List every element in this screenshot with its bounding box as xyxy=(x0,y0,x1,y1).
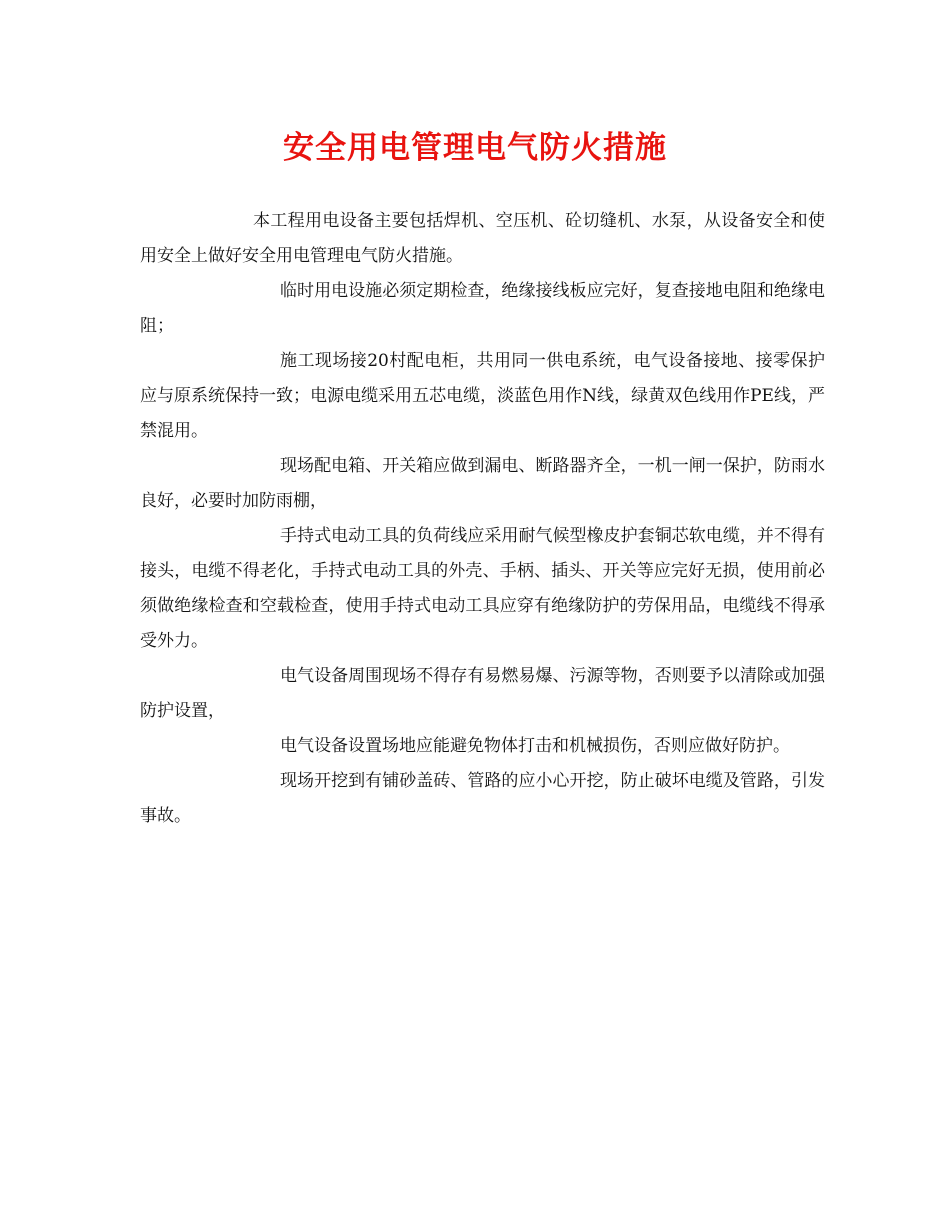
paragraph-handheld-tools: 手持式电动工具的负荷线应采用耐气候型橡皮护套铜芯软电缆，并不得有接头，电缆不得老化，手持式电动工具的外壳、手柄、插头、开关等应完好无损，使用前必须做绝缘检查和空载检查，使用手持式电动工具应穿有绝缘防护的劳保用品，电缆线不得承受外力。 xyxy=(140,526,825,651)
paragraph-excavation: 现场开挖到有铺砂盖砖、管路的应小心开挖，防止破坏电缆及管路，引发事故。 xyxy=(140,771,825,826)
paragraph-power-system: 施工现场接20村配电柜，共用同一供电系统，电气设备接地、接零保护应与原系统保持一致；电源电缆采用五芯电缆，淡蓝色用作N线，绿黄双色线用作PE线，严禁混用。 xyxy=(140,351,825,441)
paragraph-equipment-protection: 电气设备设置场地应能避免物体打击和机械损伤，否则应做好防护。 xyxy=(280,736,790,756)
document-title: 安全用电管理电气防火措施 xyxy=(283,130,667,166)
paragraph-flammables: 电气设备周围现场不得存有易燃易爆、污源等物，否则要予以清除或加强防护设置， xyxy=(140,666,825,721)
paragraph-equipment-overview: 本工程用电设备主要包括焊机、空压机、砼切缝机、水泵，从设备安全和使用安全上做好安全用电管理电气防火措施。 xyxy=(140,211,825,266)
paragraph-distribution-boxes: 现场配电箱、开关箱应做到漏电、断路器齐全，一机一闸一保护，防雨水良好，必要时加防雨棚， xyxy=(140,456,825,511)
paragraph-periodic-inspection: 临时用电设施必须定期检查，绝缘接线板应完好，复查接地电阻和绝缘电阻； xyxy=(140,281,825,336)
document-body xyxy=(140,204,825,834)
